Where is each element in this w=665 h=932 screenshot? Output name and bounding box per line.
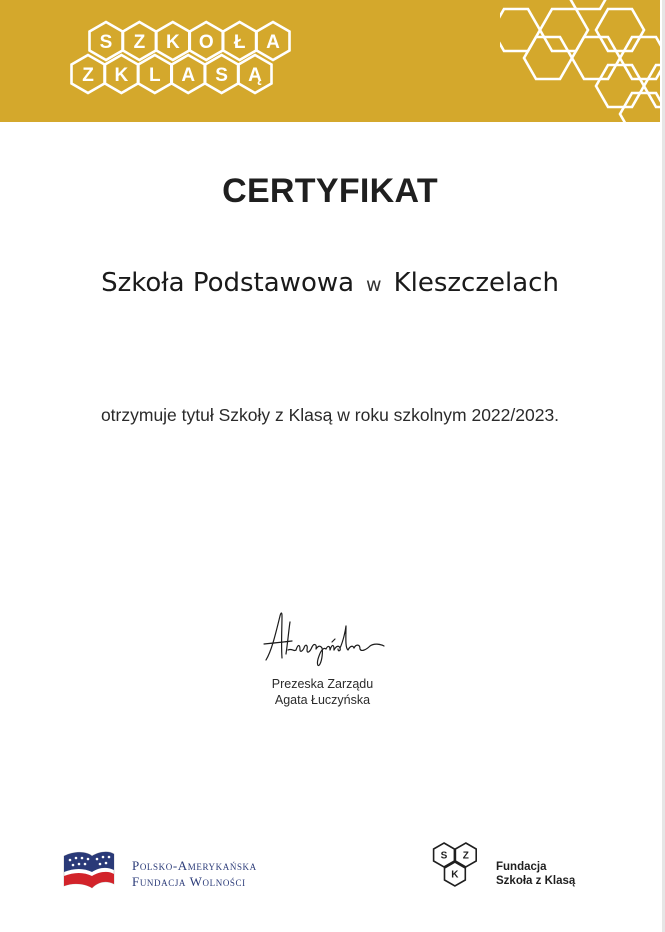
logo-letter: Z bbox=[133, 31, 146, 53]
logo-letter: Ą bbox=[248, 64, 262, 86]
honeycomb-decoration bbox=[500, 0, 660, 122]
fszk-logo bbox=[428, 840, 608, 900]
school-name-part2: Kleszczelach bbox=[393, 268, 559, 298]
fszk-line2: Szkoła z Klasą bbox=[496, 875, 576, 887]
logo-letter: K bbox=[451, 869, 459, 881]
pafw-name bbox=[132, 858, 257, 890]
header-band bbox=[0, 0, 660, 122]
fszk-hexagon-icon bbox=[428, 840, 488, 898]
pafw-line1: Polsko-Amerykańska bbox=[132, 858, 257, 873]
pafw-line2: Fundacja Wolności bbox=[132, 874, 246, 889]
pafw-logo bbox=[62, 848, 302, 898]
logo-letter: Z bbox=[462, 850, 469, 862]
fszk-name bbox=[496, 860, 575, 888]
logo-letter: Ł bbox=[233, 31, 246, 53]
logo-letter: S bbox=[440, 850, 448, 862]
certificate-title: CERTYFIKAT bbox=[222, 172, 438, 210]
logo-letter: L bbox=[149, 64, 161, 86]
logo-letter: S bbox=[99, 31, 113, 53]
handwritten-signature bbox=[262, 610, 392, 670]
logo-letter: O bbox=[198, 31, 214, 53]
logo-letter: K bbox=[114, 64, 129, 86]
logo-letter: A bbox=[181, 64, 196, 86]
logo-letter: A bbox=[266, 31, 280, 53]
fszk-line1: Fundacja bbox=[496, 861, 547, 873]
logo-letter: Z bbox=[82, 64, 94, 86]
school-name bbox=[0, 268, 660, 298]
certificate-statement: otrzymuje tytuł Szkoły z Klasą w roku szkolnym 2022/2023. bbox=[100, 405, 560, 425]
logo-letter: S bbox=[215, 64, 228, 86]
school-connector: w bbox=[366, 274, 382, 296]
signatory-name: Agata Łuczyńska bbox=[274, 693, 371, 707]
school-name-part1: Szkoła Podstawowa bbox=[101, 268, 355, 298]
logo-letter: K bbox=[165, 31, 180, 53]
szkola-z-klasa-logo bbox=[62, 18, 352, 108]
signatory-role: Prezeska Zarządu bbox=[271, 677, 374, 691]
pafw-flag-icon bbox=[62, 850, 116, 892]
